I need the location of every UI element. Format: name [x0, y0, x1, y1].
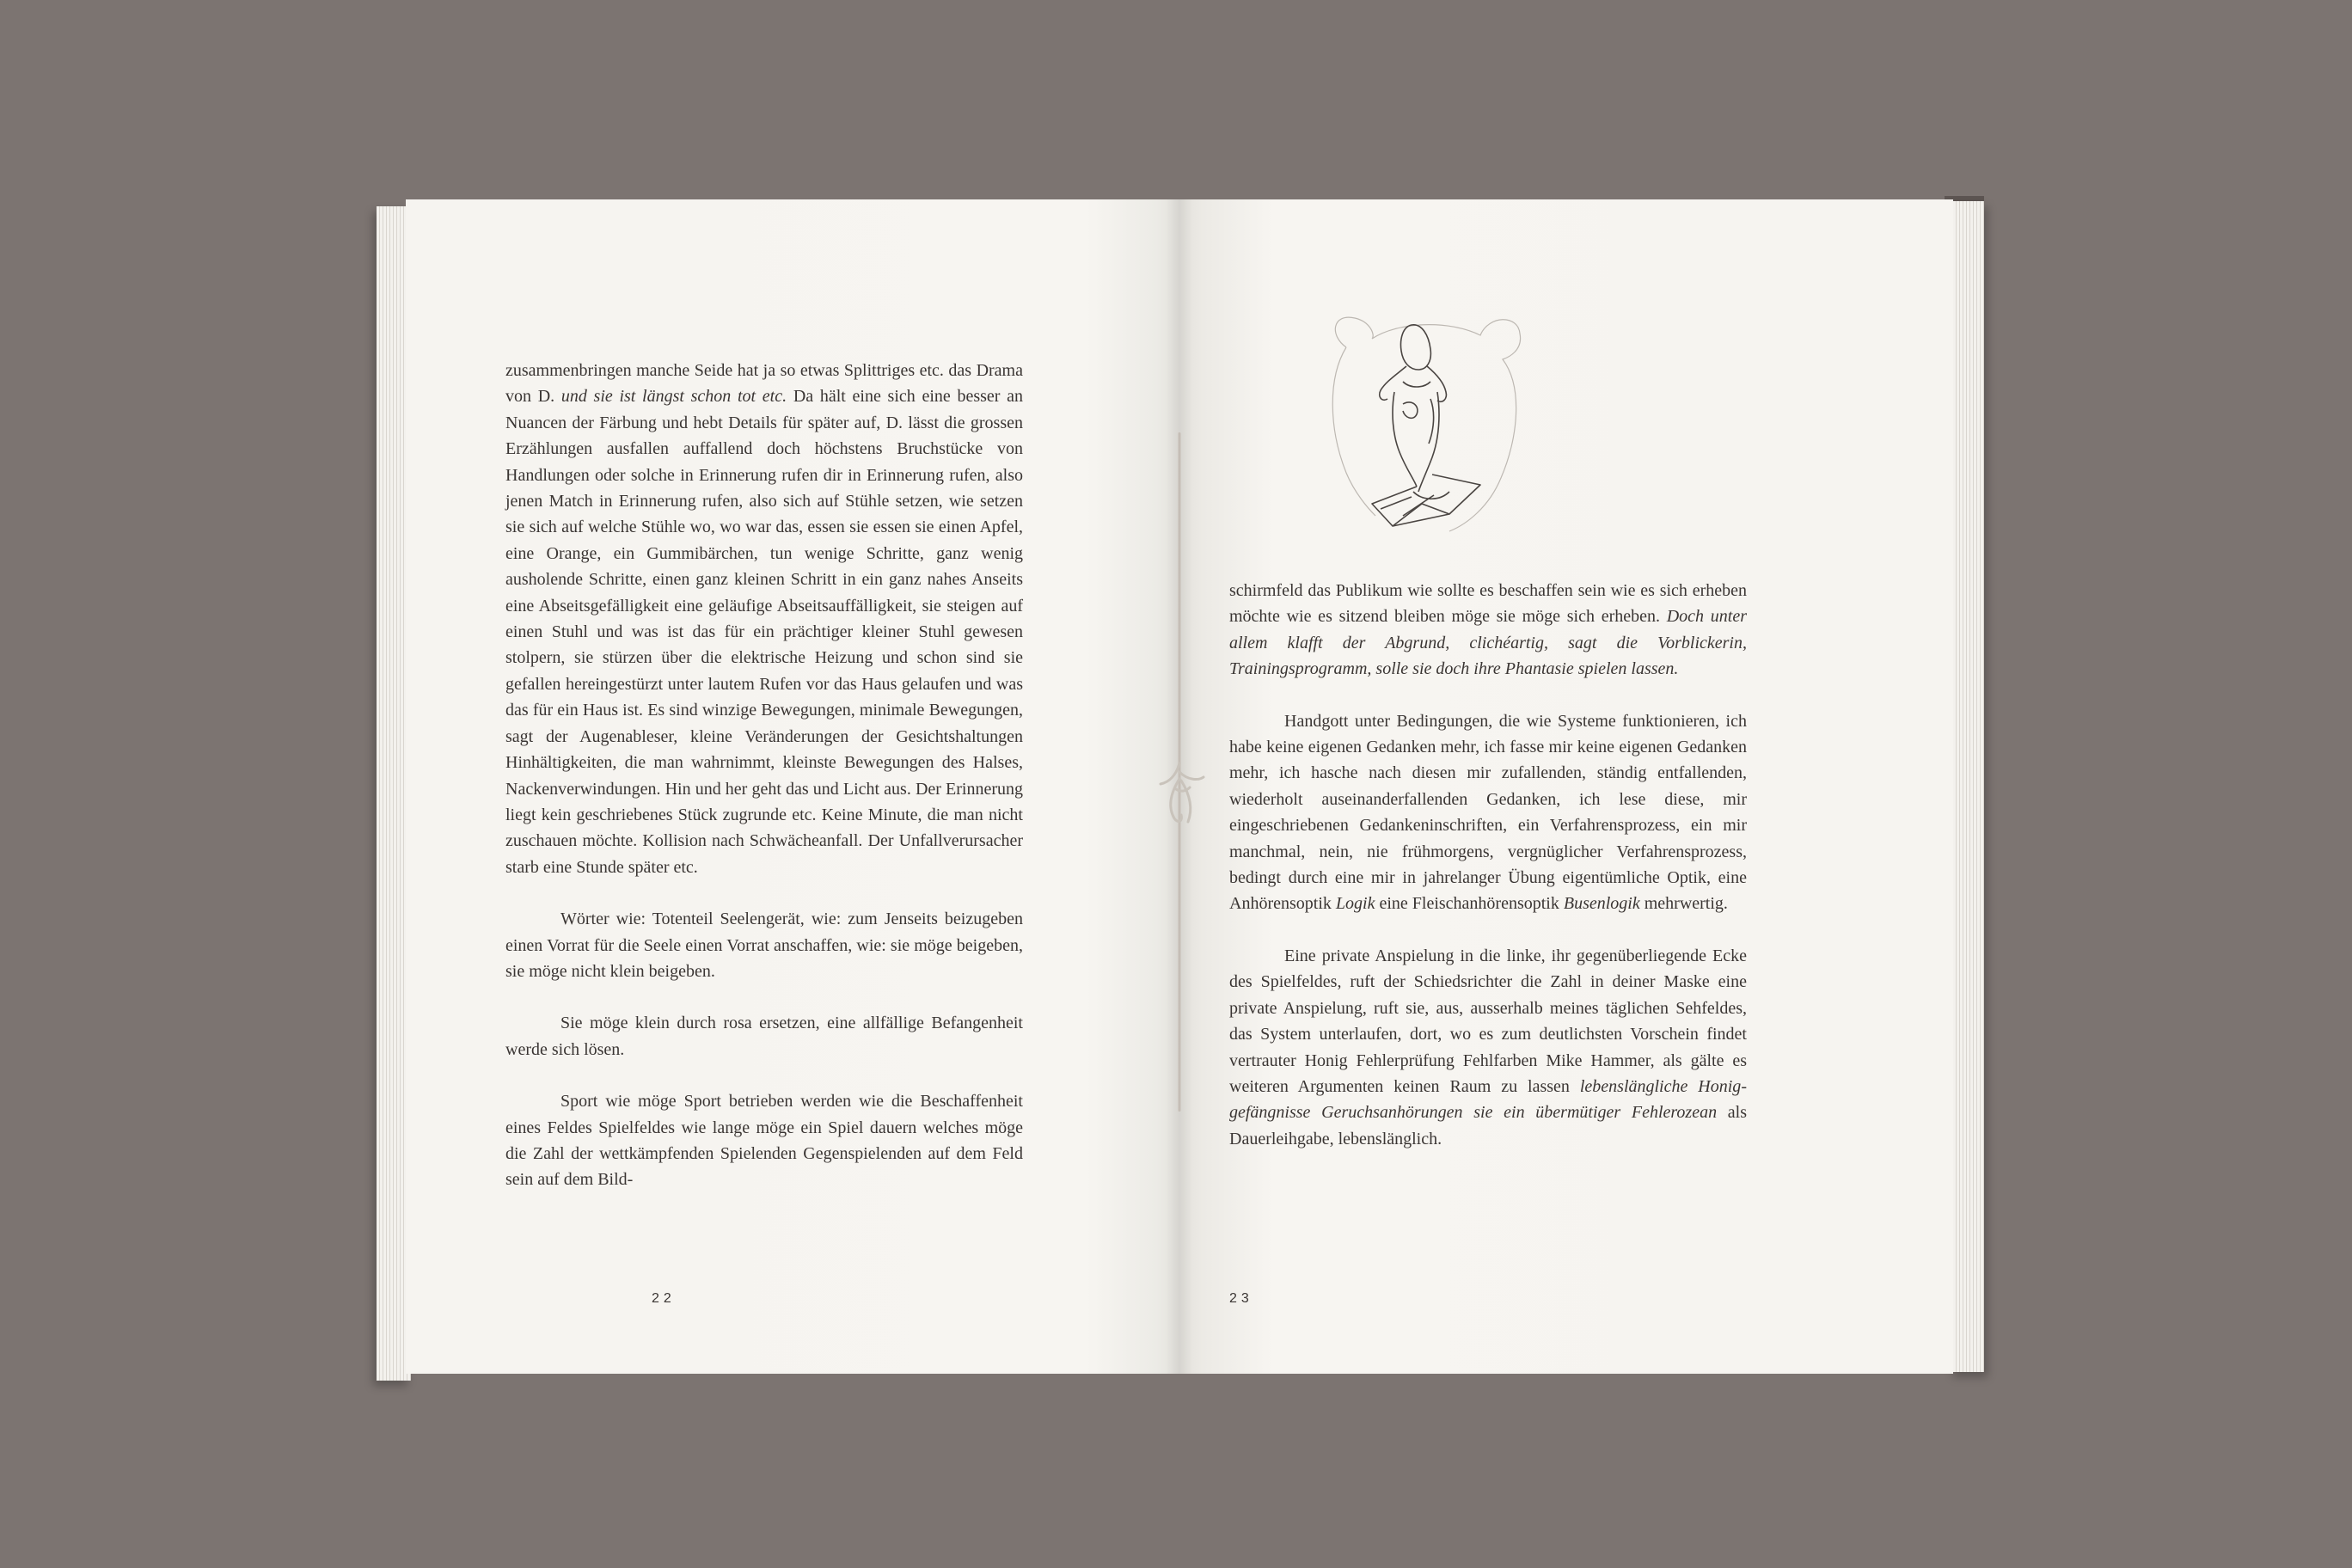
page-number-right: 23 [1229, 1291, 1253, 1306]
paragraph [505, 1010, 1023, 1063]
text-run: schirmfeld das Publikum wie sollte es beschaffen sein wie es sich erheben möchte wie es sitzend bleiben möge sie möge sich erheben. [1229, 581, 1747, 627]
paragraph [505, 358, 1023, 880]
text-run: als Dauerleihgabe, lebenslänglich. [1229, 1103, 1747, 1148]
text-run: Wörter wie: Totenteil Seelengerät, wie: zum Jenseits beizugeben einen Vorrat für die Seele einen Vorrat anschaffen, wie: sie möge beigeben, sie möge nicht klein beigeben. [505, 910, 1023, 981]
page-number-left: 22 [652, 1291, 676, 1306]
left-page-text [505, 358, 1023, 1193]
paragraph [505, 906, 1023, 984]
left-page [406, 199, 1179, 1374]
right-page-edges [1950, 201, 1984, 1372]
italic-text-run: und sie ist längst schon tot etc. [560, 387, 787, 407]
italic-text-run: Logik [1335, 894, 1375, 914]
paragraph [505, 1088, 1023, 1193]
thread-knot [1150, 755, 1210, 832]
figure-line-drawing [1320, 309, 1544, 533]
text-run: Eine private Anspielung in die linke, ihr gegenüberliegende Ecke des Spielfeldes, ruft der Schiedsrichter die Zahl in deiner Maske eine private Anspielung, ruft sie, aus, ausserhalb meines täglichen Sehfeldes, das System unterlaufen, dort, wo es zum deutlichsten Vorschein findet vertrauter Honig Fehlerprüfung Fehlfarben Mike Hammer, als gälte es weiteren Argumenten keinen Raum zu lassen [1229, 946, 1747, 1096]
text-run: eine Fleischanhörensoptik [1375, 894, 1564, 914]
text-run: Da hält eine sich eine besser an Nuancen der Färbung und hebt Details für später auf, D. lässt die grossen Erzählungen ausfallen auffallend doch höchstens Bruchstücke von Handlungen oder solche in Erinnerung rufen dir in Erinnerung rufen, also jenen Match in Erinnerung rufen, also sich auf Stühle setzen, wie setzen sie sich auf welche Stühle wo, wo war das, essen sie essen sie einen Apfel, eine Orange, ein Gummibärchen, tun wenige Schritte, ganz wenig ausholende Schritte, einen ganz kleinen Schritt in ein ganz nahes Anseits eine Abseitsgefälligkeit eine geläufige Abseitsauffälligkeit, sie steigen auf einen Stuhl und was ist das für ein prächtiger kleiner Stuhl gewesen stolpern, sie stürzen über die elektrische Heizung und schon sind sie gefallen hereingestürzt unter lautem Rufen vor das Haus gelaufen und was das für ein Haus ist. Es sind winzige Bewegungen, minimale Bewegungen, sagt der Augenableser, kleine Veränderungen der Gesichtshaltungen Hinhältigkeiten, die man wahrnimmt, kleinste Bewegungen des Halses, Nackenverwindungen. Hin und her geht das und Licht aus. Der Erinnerung liegt kein geschriebenes Stück zugrunde etc. Keine Minute, die man nicht zuschauen möchte. Kollision nach Schwächeanfall. Der Unfallverursacher starb eine Stunde später etc. [505, 387, 1024, 877]
text-run: Sie möge klein durch rosa ersetzen, eine allfällige Befangenheit werde sich lösen. [505, 1014, 1023, 1059]
text-run: mehrwertig. [1639, 894, 1728, 914]
italic-text-run: lebenslängliche Honiggefängnisse Geruchsanhörungen sie ein übermütiger Fehlerozean [1229, 1076, 1747, 1123]
paragraph [1229, 943, 1747, 1152]
right-page [1179, 199, 1953, 1374]
right-page-text [1229, 578, 1747, 1152]
text-run: Sport wie möge Sport betrieben werden wie die Beschaffenheit eines Feldes Spielfeldes wie lange möge ein Spiel dauern welches möge die Zahl der wettkämpfenden Spielenden Gegenspielenden auf dem Feld sein auf dem Bild- [505, 1092, 1023, 1190]
text-run: zusammenbringen manche Seide hat ja so etwas Splittriges etc. das Drama von D. [505, 361, 1023, 407]
italic-text-run: Doch unter allem klafft der Abgrund, clichéartig, sagt die Vorblickerin, Trainingsprogramm, solle sie doch ihre Phantasie spielen lassen. [1229, 607, 1747, 679]
paragraph [1229, 708, 1747, 917]
italic-text-run: Busenlogik [1563, 894, 1640, 914]
paragraph [1229, 578, 1747, 683]
text-run: Handgott unter Bedingungen, die wie Systeme funktionieren, ich habe keine eigenen Gedanken mehr, ich fasse mir keine eigenen Gedanken mehr, ich hasche nach diesen mir zufallenden, ständig entfallenden, wiederholt auseinanderfallenden Gedanken, ich lese diese, mir eingeschriebenen Gedankeninschriften, ein Verfahrensprozess, ein mir manchmal, nein, nie frühmorgens, vergnüglicher Verfahrensprozess, bedingt durch eine mir in jahrelanger Übung eigentümliche Optik, eine Anhörensoptik [1229, 711, 1747, 914]
open-book [377, 196, 1984, 1374]
